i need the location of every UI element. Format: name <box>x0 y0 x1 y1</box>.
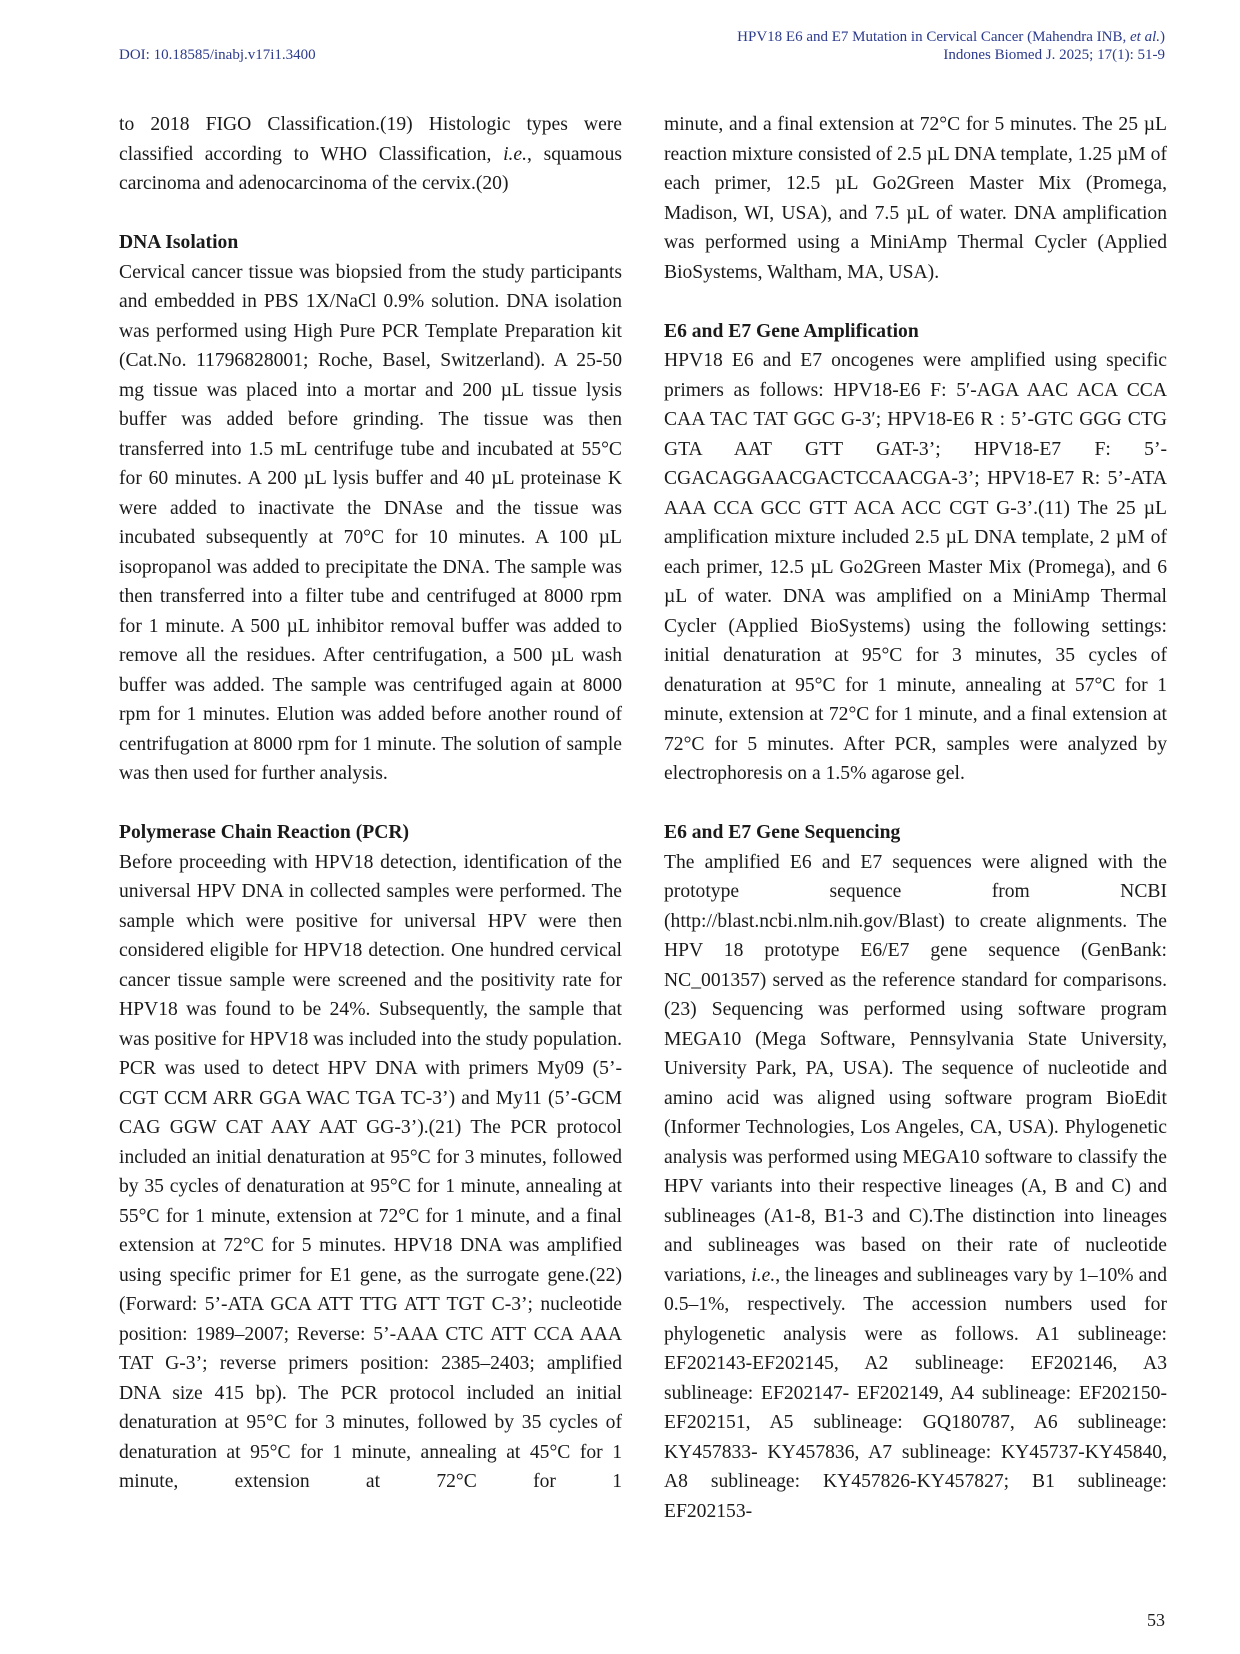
pcr-heading: Polymerase Chain Reaction (PCR) <box>119 822 410 843</box>
sequencing-text-b: , the lineages and sublineages vary by 1–10% and 0.5–1%, respectively. The accession numbers used for phylogenetic analysis were as follows. A1 sublineage: EF202143-EF202145, A2 sublineage: EF202146, A3 sublineage: EF202147- EF202149, A4 sublineage: EF202150-EF202151, A5 sublineage: GQ180787, A6 sublineage: KY457833- KY457836, A7 sublineage: KY45737-KY45840, A8 sublineage: KY457826-KY457827; B1 sublineage: EF202153- <box>664 1264 1168 1522</box>
intro-paragraph <box>119 110 622 199</box>
left-column <box>119 110 622 1497</box>
pcr-paragraph: Before proceeding with HPV18 detection, identification of the universal HPV DNA in collected samples were performed. The sample which were positive for universal HPV were then considered eligible for HPV18 detection. One hundred cervical cancer tissue sample were screened and the positivity rate for HPV18 was found to be 24%. Subsequently, the sample that was positive for HPV18 was included into the study population. PCR was used to detect HPV DNA with primers My09 (5’-CGT CCM ARR GGA WAC TGA TC-3’) and My11 (5’-GCM CAG GGW CAT AAY AAT GG-3’).(21) The PCR protocol included an initial denaturation at 95°C for 3 minutes, followed by 35 cycles of denaturation at 95°C for 1 minute, annealing at 55°C for 1 minute, extension at 72°C for 1 minute, and a final extension at 72°C for 5 minutes. HPV18 DNA was amplified using specific primer for E1 gene, as the surrogate gene.(22) (Forward: 5’-ATA GCA ATT TTG ATT TGT C-3’; nucleotide position: 1989–2007; Reverse: 5’-AAA CTC ATT CCA AAA TAT G-3’; reverse primers position: 2385–2403; amplified DNA size 415 bp). The PCR protocol included an initial denaturation at 95°C for 3 minutes, followed by 35 cycles of denaturation at 95°C for 1 minute, annealing at 45°C for 1 minute, extension at 72°C for 1 <box>119 851 622 1492</box>
journal-citation: Indones Biomed J. 2025; 17(1): 51-9 <box>943 47 1165 63</box>
sequencing-text-a: The amplified E6 and E7 sequences were aligned with the prototype sequence from NCBI (http://blast.ncbi.nlm.nih.gov/Blast) to create alignments. The HPV 18 prototype E6/E7 gene sequence (GenBank: NC_001357) served as the reference standard for comparisons.(23) Sequencing was performed using software program MEGA10 (Mega Software, Pennsylvania State University, University Park, PA, USA). The sequence of nucleotide and amino acid was aligned using software program BioEdit (Informer Technologies, Los Angeles, CA, USA). Phylogenetic analysis was performed using MEGA10 software to classify the HPV variants into their respective lineages (A, B and C) and sublineages (A1-8, B1-3 and C).The distinction into lineages and sublineages was based on their rate of nucleotide variations, <box>664 851 1167 1286</box>
intro-text-b: , squamous carcinoma and adenocarcinoma of the cervix.(20) <box>119 143 623 194</box>
dna-isolation-heading: DNA Isolation <box>119 232 239 253</box>
sequencing-italic: i.e. <box>751 1264 776 1286</box>
running-title-italic: et al. <box>1130 29 1160 45</box>
running-title <box>737 28 1165 46</box>
dna-isolation-paragraph: Cervical cancer tissue was biopsied from the study participants and embedded in PBS 1X/NaCl 0.9% solution. DNA isolation was performed using High Pure PCR Template Preparation kit (Cat.No. 11796828001; Roche, Basel, Switzerland). A 25-50 mg tissue was placed into a mortar and 200 µL tissue lysis buffer was added before grinding. The tissue was then transferred into 1.5 mL centrifuge tube and incubated at 55°C for 60 minutes. A 200 µL lysis buffer and 40 µL proteinase K were added to inactivate the DNAse and the tissue was incubated subsequently at 70°C for 10 minutes. A 100 µL isopropanol was added to precipitate the DNA. The sample was then transferred into a filter tube and centrifuged at 8000 rpm for 1 minute. A 500 µL inhibitor removal buffer was added to remove all the residues. After centrifugation, a 500 µL wash buffer was added. The sample was centrifuged again at 8000 rpm for 1 minutes. Elution was added before another round of centrifugation at 8000 rpm for 1 minute. The solution of sample was then used for further analysis. <box>119 261 622 784</box>
amplification-heading: E6 and E7 Gene Amplification <box>664 320 919 342</box>
amplification-paragraph: HPV18 E6 and E7 oncogenes were amplified using specific primers as follows: HPV18-E6 F: 5′-AGA AAC ACA CCA CAA TAC TAT GGC G-3′; HPV18-E6 R : 5’-GTC GGG CTG GTA AAT GTT GAT-3’; HPV18-E7 F: 5’-CGACAGGAACGACTCCAACGA-3’; HPV18-E7 R: 5’-ATA AAA CCA GCC GTT ACA ACC CGT G-3’.(11) The 25 µL amplification mixture included 2.5 µL DNA template, 2 µM of each primer, 12.5 µL Go2Green Master Mix (Promega), and 6 µL of water. DNA was amplified on a MiniAmp Thermal Cycler (Applied BioSystems) using the following settings: initial denaturation at 95°C for 3 minutes, 35 cycles of denaturation at 95°C for 1 minute, annealing at 57°C for 1 minute, extension at 72°C for 1 minute, and a final extension at 72°C for 5 minutes. After PCR, samples were analyzed by electrophoresis on a 1.5% agarose gel. <box>664 350 1167 784</box>
running-title-text: HPV18 E6 and E7 Mutation in Cervical Cancer (Mahendra INB, <box>737 29 1130 45</box>
doi: DOI: 10.18585/inabj.v17i1.3400 <box>119 47 316 63</box>
running-header <box>737 28 1165 64</box>
intro-text-a: to 2018 FIGO Classification.(19) Histologic types were classified according to WHO Classification, <box>119 114 622 165</box>
page-number: 53 <box>1147 1610 1165 1630</box>
pcr-paragraph-continued: minute, and a final extension at 72°C for 5 minutes. The 25 µL reaction mixture consisted of 2.5 µL DNA template, 1.25 µM of each primer, 12.5 µL Go2Green Master Mix (Promega, Madison, WI, USA), and 7.5 µL of water. DNA amplification was performed using a MiniAmp Thermal Cycler (Applied BioSystems, Waltham, MA, USA). <box>664 114 1167 283</box>
running-title-end: ) <box>1160 29 1165 45</box>
sequencing-heading: E6 and E7 Gene Sequencing <box>664 822 901 843</box>
intro-italic: i.e. <box>503 143 528 165</box>
right-column <box>664 110 1167 1526</box>
sequencing-paragraph <box>664 848 1167 1527</box>
